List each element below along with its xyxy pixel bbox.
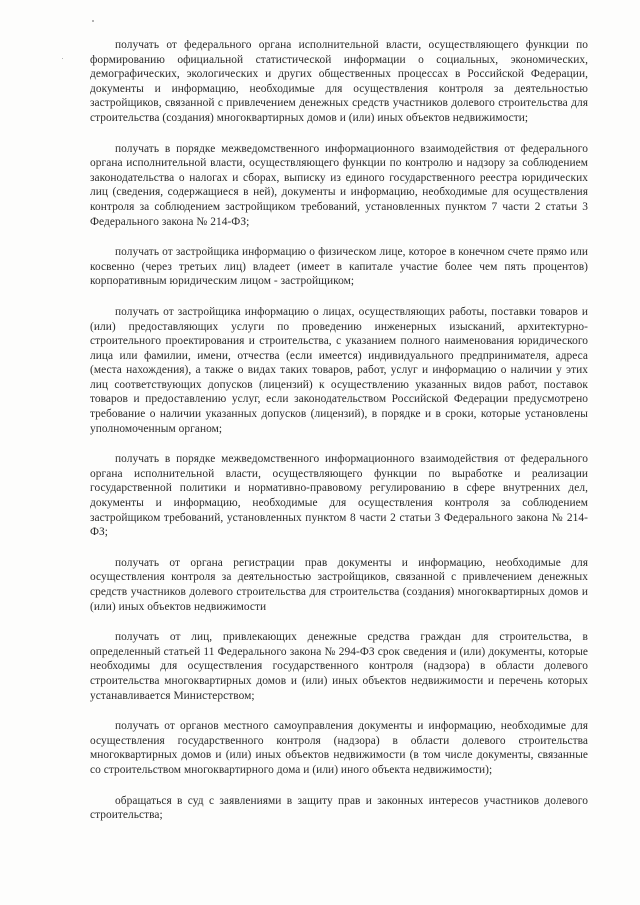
- paragraph-internal-affairs: получать в порядке межведомственного информационного взаимодействия от федерального органа исполнительной власти, осуществляющего функции по выработке и реализации государственной политики и нормативно-правовому регулированию в сфере внутренних дел, документы и информацию, необходимые для осуществления контроля за соблюдением застройщиком требований, установленных пунктом 8 части 2 статьи 3 Федерального закона № 214-ФЗ;: [90, 453, 588, 539]
- paragraph-contractors-info: получать от застройщика информацию о лицах, осуществляющих работы, поставки товаров и (или) предоставляющих услуги по проведению инженерных изысканий, архитектурно-строительного проектирования и строительства, с указанием полного наименования юридического лица или фамилии, имени, отчества (если имеется) индивидуального предпринимателя, адреса (места нахождения), а также о видах таких товаров, работ, услуг и информацию о наличии у этих лиц соответствующих допусков (лицензий) к осуществлению указанных видов работ, поставок товаров и предоставлению услуг, если законодательством Российской Федерации предусмотрено требование о наличии указанных допусков (лицензий), в порядке и в сроки, которые установлены уполномоченным органом;: [90, 305, 588, 435]
- scan-speck: [62, 58, 63, 59]
- paragraph-beneficial-owner: получать от застройщика информацию о физическом лице, которое в конечном счете прямо или косвенно (через третьих лиц) владеет (имеет в капитале участие более чем пять процентов) корпоративным юридическим лицом - застройщиком;: [90, 246, 588, 288]
- paragraph-tax-registry: получать в порядке межведомственного информационного взаимодействия от федерального органа исполнительной власти, осуществляющего функции по контролю и надзору за соблюдением законодательства о налогах и сборах, выписку из единого государственного реестра юридических лиц (сведения, содержащиеся в ней), документы и информацию, необходимые для осуществления контроля за соблюдением застройщиком требований, установленных пунктом 7 части 2 статьи 3 Федерального закона № 214-ФЗ;: [90, 142, 588, 228]
- paragraph-statistics-info: получать от федерального органа исполнительной власти, осуществляющего функции по формированию официальной статистической информации о социальных, экономических, демографических, экологических и других общественных процессах в Российской Федерации, документы и информацию, необходимые для осуществления контроля за деятельностью застройщиков, связанной с привлечением денежных средств участников долевого строительства для строительства (создания) многоквартирных домов и (или) иных объектов недвижимости;: [90, 39, 588, 124]
- paragraph-local-government: получать от органов местного самоуправления документы и информацию, необходимые для осуществления государственного контроля (надзора) в области долевого строительства многоквартирных домов и (или) иных объектов недвижимости (в том числе документы, связанные со строительством многоквартирного дома и (или) иного объекта недвижимости);: [90, 720, 588, 776]
- scan-speck: [92, 20, 94, 22]
- paragraph-registration-authority: получать от органа регистрации прав документы и информацию, необходимые для осуществления контроля за деятельностью застройщиков, связанной с привлечением денежных средств участников долевого строительства для строительства (создания) многоквартирных домов и (или) иных объектов недвижимости: [90, 556, 588, 613]
- paragraph-fundraisers-info: получать от лиц, привлекающих денежные средства граждан для строительства, в определенный статьей 11 Федерального закона № 294-ФЗ срок сведения и (или) документы, которые необходимы для осуществления государственного контроля (надзора) в области долевого строительства многоквартирных домов и (или) иных объектов недвижимости и перечень которых устанавливается Министерством;: [90, 631, 588, 702]
- paragraph-court-appeal: обращаться в суд с заявлениями в защиту прав и законных интересов участников долевого строительства;: [90, 794, 588, 822]
- document-body: [90, 38, 588, 823]
